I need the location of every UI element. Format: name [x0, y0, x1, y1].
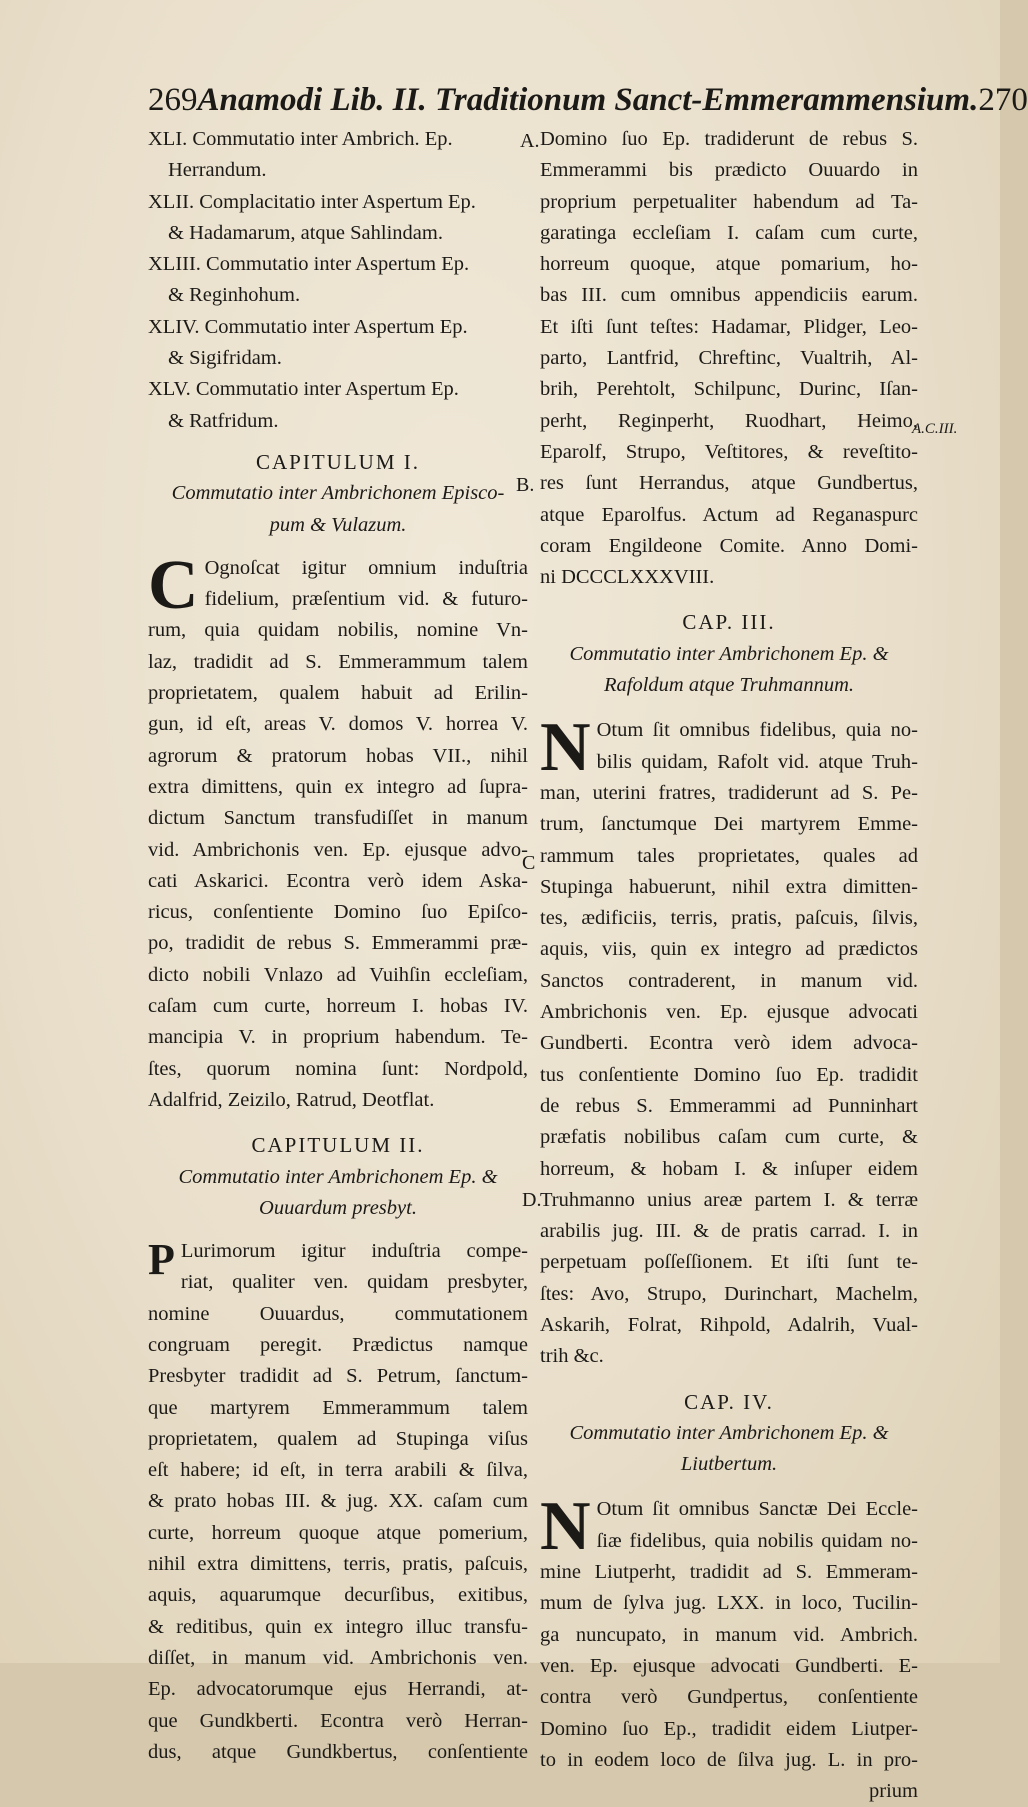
body-line: mine Liutperht, tradidit ad S. Emmeram-: [540, 1561, 918, 1584]
body-line: Domino ſuo Ep., tradidit eidem Liutper-: [540, 1717, 918, 1740]
body-line: garatinga eccleſiam I. caſam cum curte,: [540, 221, 918, 244]
body-line: atque Eparolfus. Actum ad Reganaspurc: [540, 503, 918, 526]
body-line: laz, tradidit ad S. Emmerammum talem: [148, 650, 528, 673]
drop-cap: N: [540, 1488, 591, 1566]
chapter-subtitle: Commutatio inter Ambrichonem Episco-: [171, 482, 505, 505]
chapter-index: [148, 124, 528, 437]
body-line: aquis, viis, quin ex integro ad prædictos: [540, 938, 918, 961]
body-line: horreum, & hobam I. & inſuper eidem: [540, 1157, 918, 1180]
index-line: XLV. Commutatio inter Aspertum Ep.: [148, 378, 459, 401]
body-line: Askarih, Folrat, Rihpold, Adalrih, Vual-: [540, 1313, 918, 1336]
body-line: vid. Ambrichonis ven. Ep. ejusque advo-: [148, 838, 528, 861]
body-line: Emmerammi bis prædicto Ouuardo in: [540, 159, 918, 182]
body-line: Stupinga habuerunt, nihil extra dimitten-: [540, 875, 918, 898]
running-header: [148, 78, 1028, 122]
index-line: XLIV. Commutatio inter Aspertum Ep.: [148, 315, 468, 338]
body-line: mum de ſylva jug. LXX. in loco, Tucilin-: [540, 1592, 918, 1615]
body-line: ni DCCCLXXXVIII.: [540, 566, 715, 589]
body-line: Lurimorum igitur induſtria compe-: [180, 1240, 528, 1263]
margin-letter-c: C: [522, 852, 536, 874]
index-line: & Reginhohum.: [168, 284, 301, 307]
body-line: & prato hobas III. & jug. XX. caſam cum: [148, 1490, 528, 1513]
body-line: perpetuam poſſeſſionem. Et iſti ſunt te-: [540, 1251, 918, 1274]
body-line: curte, horreum quoque atque pomerium,: [148, 1521, 528, 1544]
body-line: riat, qualiter ven. quidam presbyter,: [180, 1271, 528, 1294]
chapter-subtitle: Commutatio inter Ambrichonem Ep. &: [569, 1421, 889, 1444]
margin-letter-b: B.: [516, 474, 535, 496]
body-line: aquis, aquarumque decurſibus, exitibus,: [148, 1584, 528, 1607]
body-line: Eparolf, Strupo, Veſtitores, & reveſtito-: [540, 440, 918, 463]
chapter-heading: CAP. IV.: [684, 1389, 774, 1414]
body-line: perht, Reginperht, Ruodhart, Heimo,: [540, 409, 918, 432]
chapter-body: [148, 546, 528, 1116]
body-line: man, uterini fratres, tradiderunt ad S. Pe-: [540, 781, 918, 804]
body-line: horreum quoque, atque pomarium, ho-: [540, 253, 918, 276]
drop-cap: P: [148, 1235, 175, 1285]
chapter-heading: CAP. III.: [682, 610, 776, 635]
drop-cap: C: [148, 546, 199, 624]
body-line: que Gundkberti. Econtra verò Herran-: [148, 1709, 528, 1732]
body-line: extra dimittens, quin ex integro ad ſupra-: [148, 775, 528, 798]
body-line: Ognoſcat igitur omnium induſtria: [204, 556, 528, 579]
body-line: Otum ſit omnibus Sanctæ Dei Eccle-: [596, 1498, 918, 1521]
body-line: po, tradidit de rebus S. Emmerammi præ-: [148, 932, 528, 955]
body-line: caſam cum curte, horreum I. hobas IV.: [148, 995, 528, 1018]
chapter-heading: CAPITULUM I.: [256, 449, 420, 474]
margin-year-note: A.C.III.: [912, 421, 958, 437]
body-line: Presbyter tradidit ad S. Petrum, ſanctum-: [148, 1365, 528, 1388]
body-line: bilis quidam, Rafolt vid. atque Truh-: [596, 750, 918, 773]
right-column: [540, 124, 918, 1807]
body-line: & reditibus, quin ex integro illuc transfu-: [148, 1615, 528, 1638]
index-line: & Hadamarum, atque Sahlindam.: [168, 221, 443, 244]
body-line: bas III. cum omnibus appendiciis earum.: [540, 284, 918, 307]
body-line: dicto nobili Vnlazo ad Vuihſin eccleſiam,: [148, 963, 528, 986]
body-line: to in eodem loco de ſilva jug. L. in pro-: [540, 1748, 918, 1771]
index-line: & Sigifridam.: [168, 347, 282, 370]
body-line: ſiæ fidelibus, quia nobilis quidam no-: [596, 1529, 918, 1552]
left-column: [148, 124, 528, 1768]
body-line: ricus, conſentiente Domino ſuo Epiſco-: [148, 901, 528, 924]
drop-cap: N: [540, 709, 591, 787]
body-line: parto, Lantfrid, Chreftinc, Vualtrih, Al-: [540, 347, 918, 370]
chapter-subtitle: Liutbertum.: [680, 1453, 778, 1476]
continued-text: [540, 124, 918, 593]
body-line: cati Askarici. Econtra verò idem Aska-: [148, 869, 528, 892]
margin-letter-a: A.: [520, 130, 540, 152]
body-line: proprietatem, qualem habuit ad Erilin-: [148, 682, 528, 705]
margin-letter-d: D.: [522, 1189, 542, 1211]
chapter-subtitle: Rafoldum atque Truhmannum.: [604, 674, 854, 697]
index-line: Herrandum.: [168, 159, 267, 182]
body-line: præfatis nobilibus caſam cum curte, &: [540, 1126, 918, 1149]
body-line: de rebus S. Emmerammi ad Punninhart: [540, 1094, 918, 1117]
body-line: fidelium, præſentium vid. & futuro-: [204, 588, 528, 611]
body-line: contra verò Gundpertus, conſentiente: [540, 1686, 918, 1709]
body-line: congruam peregit. Prædictus namque: [148, 1333, 528, 1356]
body-line: nihil extra dimittens, terris, pratis, paſcuis,: [148, 1553, 528, 1576]
body-line: coram Engildeone Comite. Anno Domi-: [540, 534, 918, 557]
body-line: Adalfrid, Zeizilo, Ratrud, Deotflat.: [148, 1088, 435, 1111]
body-line: gun, id eſt, areas V. domos V. horrea V.: [148, 713, 528, 736]
body-line: ga nuncupato, in manum vid. Ambrich.: [540, 1623, 918, 1646]
body-line: ven. Ep. ejusque advocati Gundberti. E-: [540, 1654, 918, 1677]
index-line: XLIII. Commutatio inter Aspertum Ep.: [148, 253, 470, 276]
body-line: proprietatem, qualem ad Stupinga viſus: [148, 1427, 528, 1450]
page-number-right: 270: [978, 82, 1028, 118]
body-line: tes, ædificiis, terris, pratis, paſcuis, ſilvis,: [540, 907, 918, 930]
index-line: XLI. Commutatio inter Ambrich. Ep.: [148, 128, 453, 150]
chapter-subtitle: Ouuardum presbyt.: [259, 1196, 417, 1219]
chapter-body: [540, 709, 918, 1372]
chapter-subtitle: Commutatio inter Ambrichonem Ep. &: [178, 1165, 498, 1188]
body-line: Domino ſuo Ep. tradiderunt de rebus S.: [540, 128, 918, 150]
chapter-body: [148, 1236, 528, 1768]
page-number-left: 269: [148, 82, 198, 118]
body-line: dus, atque Gundkbertus, conſentiente: [148, 1740, 528, 1763]
chapter-subtitle: pum & Vulazum.: [269, 513, 407, 536]
chapter-body: [540, 1488, 918, 1807]
body-line: arabilis jug. III. & de pratis carrad. I. in: [540, 1220, 918, 1243]
running-title: Anamodi Lib. II. Traditionum Sanct-Emmerammensium.: [197, 82, 979, 118]
body-line: que martyrem Emmerammum talem: [148, 1396, 528, 1419]
body-line: rum, quia quidam nobilis, nomine Vn-: [148, 619, 528, 642]
body-line: trum, ſanctumque Dei martyrem Emme-: [540, 813, 918, 836]
body-line: ſtes, quorum nomina ſunt: Nordpold,: [148, 1057, 528, 1080]
index-line: XLII. Complacitatio inter Aspertum Ep.: [148, 190, 476, 213]
body-line: dictum Sanctum transfudiſſet in manum: [148, 807, 528, 830]
body-line: nomine Ouuardus, commutationem: [148, 1302, 528, 1325]
body-line: diſſet, in manum vid. Ambrichonis ven.: [148, 1646, 528, 1669]
body-line: Truhmanno unius areæ partem I. & terræ: [540, 1188, 918, 1211]
body-line: mancipia V. in proprium habendum. Te-: [148, 1026, 528, 1049]
body-line: ſtes: Avo, Strupo, Durinchart, Machelm,: [540, 1282, 918, 1305]
body-line: rammum tales proprietates, quales ad: [540, 844, 918, 867]
body-line: Ep. advocatorumque ejus Herrandi, at-: [148, 1678, 528, 1701]
body-line: Otum ſit omnibus fidelibus, quia no-: [596, 719, 918, 742]
chapter-heading: CAPITULUM II.: [251, 1133, 425, 1158]
body-line: res ſunt Herrandus, atque Gundbertus,: [540, 472, 918, 495]
body-line: eſt habere; id eſt, in terra arabili & ſilva,: [148, 1459, 528, 1482]
body-line: Sanctos contraderent, in manum vid.: [540, 969, 918, 992]
body-line: brih, Perehtolt, Schilpunc, Durinc, Iſan-: [540, 378, 918, 401]
index-line: & Ratfridum.: [168, 409, 279, 432]
body-line: Et iſti ſunt teſtes: Hadamar, Plidger, Leo-: [540, 315, 918, 338]
body-line: Gundberti. Econtra verò idem advoca-: [540, 1032, 918, 1055]
body-line: Ambrichonis ven. Ep. ejusque advocati: [540, 1001, 918, 1024]
body-line: trih &c.: [540, 1345, 604, 1368]
body-line: tus conſentiente Domino ſuo Ep. tradidit: [540, 1063, 918, 1086]
body-line: proprium perpetualiter habendum ad Ta-: [540, 190, 918, 213]
catchword: prium: [869, 1780, 918, 1803]
body-line: agrorum & pratorum hobas VII., nihil: [148, 744, 528, 767]
chapter-subtitle: Commutatio inter Ambrichonem Ep. &: [569, 642, 889, 665]
